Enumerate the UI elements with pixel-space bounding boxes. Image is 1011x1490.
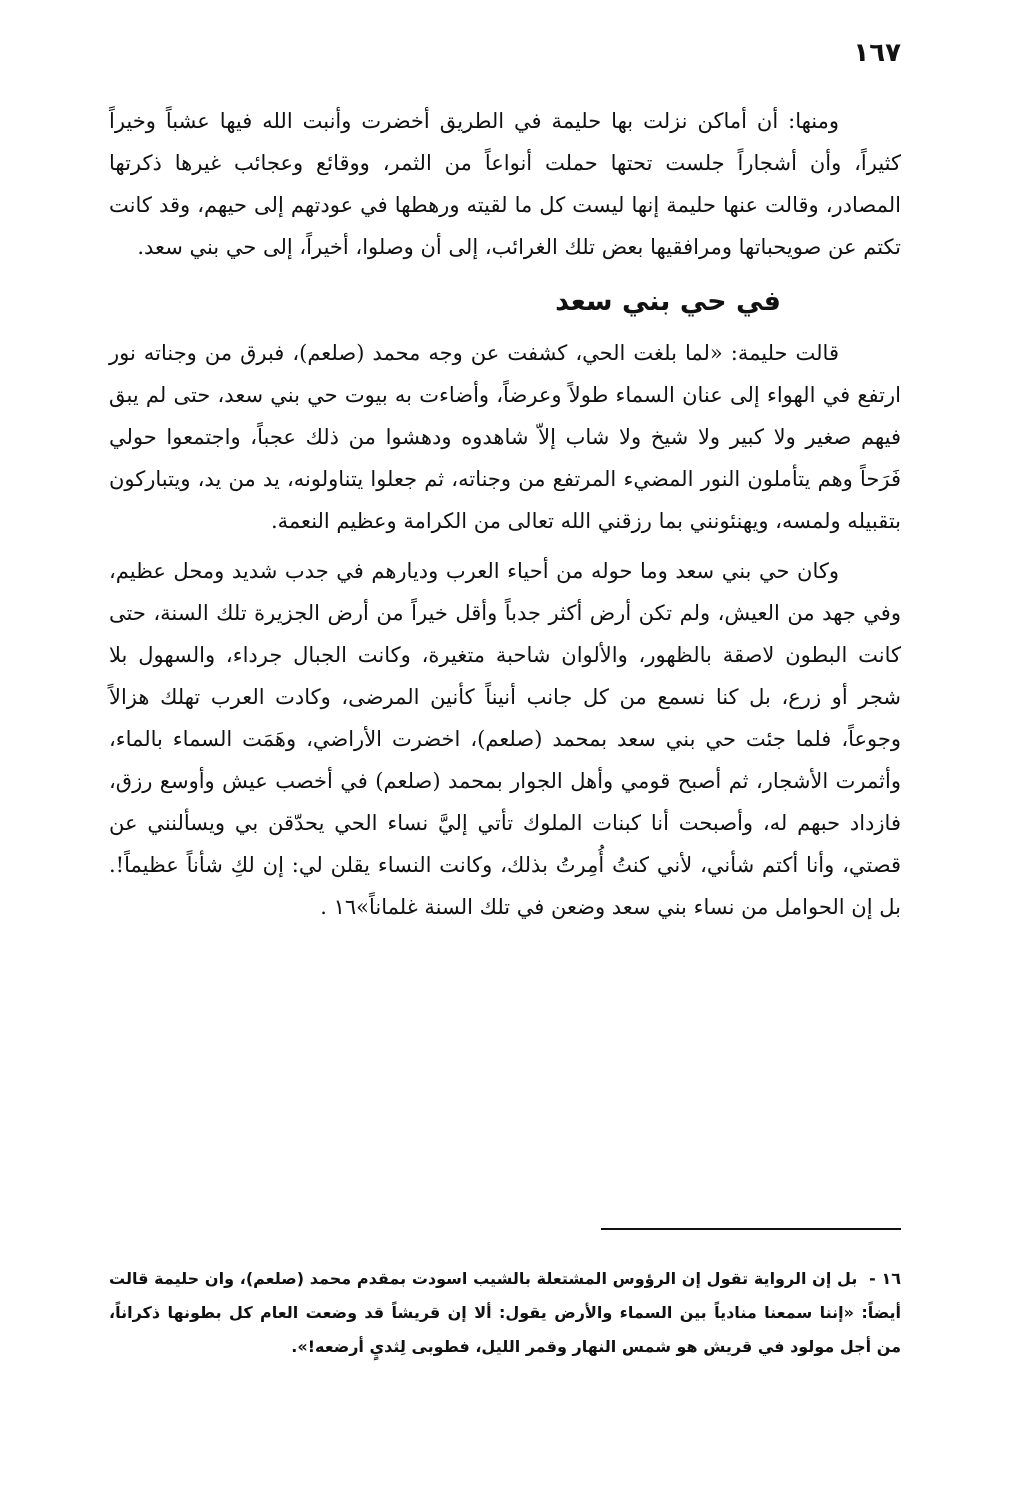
main-text — [109, 100, 901, 936]
page-number: ١٦٧ — [853, 38, 901, 68]
paragraph-3: وكان حي بني سعد وما حوله من أحياء العرب وديارهم في جدب شديد ومحل عظيم، وفي جهد من العيش، ولم تكن أرض أكثر جدباً وأقل خيراً من أرض الجزيرة تلك السنة، حتى كانت البطون لاصقة بالظهور، والألوان شاحبة متغيرة، وكانت الجبال جرداء، والسهول بلا شجر أو زرع، بل كنا نسمع من كل جانب أنيناً كأنين المرضى، وكادت العرب تهلك هزالاً وجوعاً، فلما جئت حي بني سعد بمحمد (صلعم)، اخضرت الأراضي، وهَمَت السماء بالماء، وأثمرت الأشجار، ثم أصبح قومي وأهل الجوار بمحمد (صلعم) في أخصب عيش وأوسع رزق، فازداد حبهم له، وأصبحت أنا كبنات الملوك تأتي إليَّ نساء الحي يحدّقن بي ويسألنني عن قصتي، وأنا أكتم شأني، لأني كنتُ أُمِرتُ بذلك، وكانت النساء يقلن لي: إن لكِ شأناً عظيماً!. بل إن الحوامل من نساء بني سعد وضعن في تلك السنة غلماناً»١٦ . — [109, 559, 901, 919]
paragraph-1: ومنها: أن أماكن نزلت بها حليمة في الطريق أخضرت وأنبت الله فيها عشباً وخيراً كثيراً، وأن أشجاراً جلست تحتها حملت أنواعاً من الثمر، ووقائع وعجائب غيرها ذكرتها المصادر، وقالت عنها حليمة إنها ليست كل ما لقيته ورهطها في عودتهم إلى حيهم، وقد كانت تكتم عن صويحباتها ومرافقيها بعض تلك الغرائب، إلى أن وصلوا، أخيراً، إلى حي بني سعد. — [109, 109, 901, 259]
section-heading: في حي بني سعد — [555, 286, 781, 317]
footnote-text: بل إن الرواية تقول إن الرؤوس المشتعلة بالشيب اسودت بمقدم محمد (صلعم)، وان حليمة قالت أيضاً: «إننا سمعنا منادياً بين السماء والأرض يقول: ألا إن قريشاً قد وضعت العام كل بطونها ذكراناً، من أجل مولود في قريش هو شمس النهار وقمر الليل، فطوبى لِثديٍ أرضعه!». — [109, 1269, 901, 1356]
footnote-divider — [601, 1228, 901, 1230]
paragraph-2: قالت حليمة: «لما بلغت الحي، كشفت عن وجه محمد (صلعم)، فبرق من وجناته نور ارتفع في الهواء إلى عنان السماء طولاً وعرضاً، وأضاءت به بيوت حي بني سعد، حتى لم يبق فيهم صغير ولا كبير ولا شيخ ولا شاب إلاّ شاهدوه ودهشوا من ذلك عجباً، واجتمعوا حولي فَرَحاً وهم يتأملون النور المضيء المرتفع من وجناته، ثم جعلوا يتناولونه، يد من يد، ويتباركون بتقبيله ولمسه، ويهنئونني بما رزقني الله تعالى من الكرامة وعظيم النعمة. — [109, 341, 901, 533]
footnote-number: ١٦ - — [869, 1269, 901, 1288]
footnotes — [109, 1262, 901, 1364]
footnote-16 — [109, 1262, 901, 1364]
